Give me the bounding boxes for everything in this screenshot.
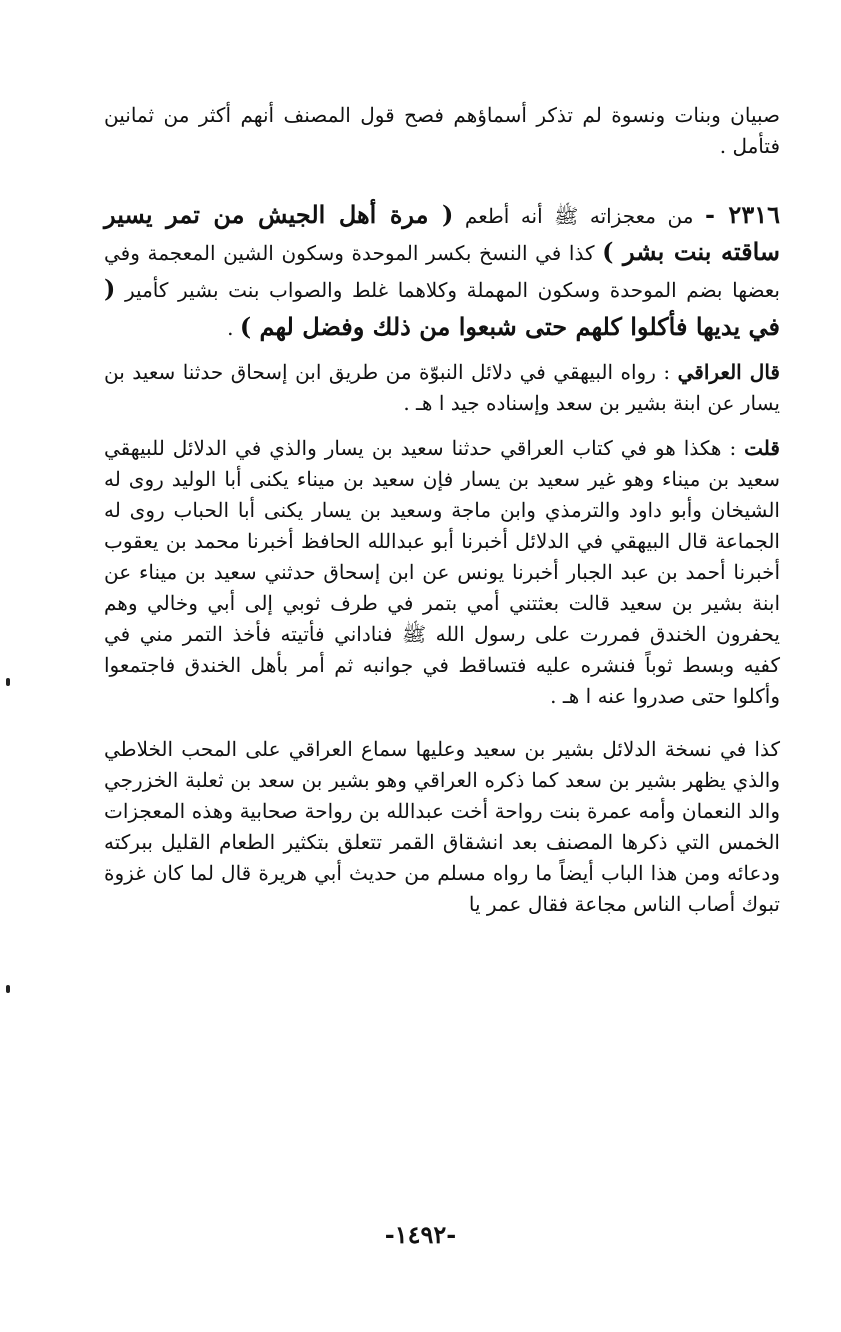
qultu-paragraph: [104, 433, 780, 712]
hadith-comment: كذا في النسخ بكسر الموحدة وسكون الشين المعجمة وفي بعضها بضم الموحدة وسكون المهملة وكلاهما غلط والصواب بنت بشير كأمير: [104, 241, 780, 303]
kadha-text: كذا في نسخة الدلائل بشير بن سعيد وعليها سماع العراقي على المحب الخلاطي والذي يظهر بشير بن سعد كما ذكره العراقي وهو بشير بن سعد بن ثعلبة الخزرجي والد النعمان وأمه عمرة بنت رواحة أخت عبدالله بن رواحة صحابية وهذه المعجزات الخمس التي ذكرها المصنف بعد انشقاق القمر تتعلق بتكثير الطعام القليل ببركته ودعائه ومن هذا الباب أيضاً ما رواه مسلم من حديث أبي هريرة قال لما كان غزوة تبوك أصاب الناس مجاعة فقال عمر يا: [104, 736, 780, 916]
intro-paragraph: [104, 100, 780, 162]
hadith-quote-1: ( مرة أهل الجيش من تمر يسير ساقته بنت بشر ): [104, 200, 780, 267]
iraqi-text: : رواه البيهقي في دلائل النبوّة من طريق ابن إسحاق حدثنا سعيد بن يسار عن ابنة بشير بن سعد وإسناده جيد ا هـ .: [104, 359, 780, 415]
hadith-number: ٢٣١٦ -: [704, 200, 780, 229]
qultu-text: : هكذا هو في كتاب العراقي حدثنا سعيد بن يسار والذي في الدلائل للبيهقي سعيد بن ميناء وهو غير سعيد بن يسار فإن سعيد بن ميناء يكنى أبا الوليد روى له الشيخان وأبو داود والترمذي وابن ماجة وسعيد بن يسار يكنى أبا الحباب روى له الجماعة قال البيهقي في الدلائل أخبرنا أبو عبدالله الحافظ أخبرنا محمد بن يعقوب أخبرنا أحمد بن عبد الجبار أخبرنا يونس عن ابن إسحاق حدثني سعيد بن ميناء عن ابنة بشير بن سعيد قالت بعثتني أمي بتمر في طرف ثوبي إلى أبي وخالي وهم يحفرون الخندق فمررت على رسول الله ﷺ فناداني فأتيته فأخذ التمر مني في كفيه وبسط ثوباً فنشره عليه فتساقط في جوانبه ثم أمر بأهل الخندق فاجتمعوا وأكلوا حتى صدروا عنه ا هـ .: [104, 435, 780, 708]
intro-text: صبيان وبنات ونسوة لم تذكر أسماؤهم فصح قول المصنف أنهم أكثر من ثمانين فتأمل .: [104, 103, 780, 158]
hadith-lead: من معجزاته ﷺ أنه أطعم: [453, 204, 705, 228]
iraqi-paragraph: [104, 357, 780, 419]
page-number: -١٤٩٢-: [384, 1220, 457, 1249]
hadith-end: .: [227, 315, 240, 340]
iraqi-label: قال العراقي: [677, 359, 780, 384]
page-body: [104, 100, 780, 920]
qultu-label: قلت: [744, 435, 780, 460]
margin-mark: [6, 985, 10, 993]
hadith-quote-2: ( في يديها فأكلوا كلهم حتى شبعوا من ذلك وفضل لهم ): [104, 274, 780, 341]
hadith-2316-paragraph: [104, 196, 780, 345]
kadha-paragraph: [104, 734, 780, 920]
margin-mark: [6, 678, 10, 686]
